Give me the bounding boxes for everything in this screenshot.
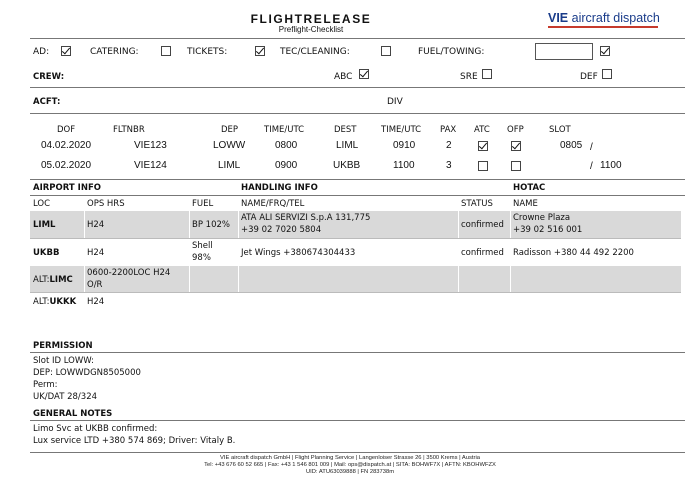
info-row1-ops-hrs: H24 [87,220,105,230]
footer-registration: UID: ATU63039888 | FN 283738m [305,469,395,475]
tec-cleaning-label: TEC/CLEANING: [280,47,350,57]
leg1-flight-number: VIE123 [134,140,167,151]
info-row1-hotel-line1: Crowne Plaza [513,213,571,223]
logo-text: aircraft dispatch [568,11,660,25]
legs-divider [30,179,685,180]
column-handling-name: NAME/FRQ/TEL [241,199,305,209]
leg1-pax: 2 [446,140,452,151]
crew-divider [30,87,685,88]
logo-underline [548,26,658,28]
footer-divider [30,452,685,453]
permission-line-4: UK/DAT 28/324 [33,392,98,402]
leg-header-dof: DOF [57,125,76,135]
notes-line-2: Lux service LTD +380 574 869; Driver: Vitaly B. [33,436,236,446]
leg1-dof: 04.02.2020 [41,140,92,151]
crew-sre-checkbox[interactable] [482,69,492,79]
info-row1-handling-line1: ATA ALI SERVIZI S.p.A 131,775 [241,213,371,223]
info-row2-status: confirmed [461,248,504,258]
leg1-slot-separator: / [590,142,593,153]
leg-header-arr-time: TIME/UTC [381,125,422,135]
info-row2-ops-hrs: H24 [87,248,105,258]
acft-label: ACFT: [33,97,61,107]
company-logo [548,11,660,25]
footer-contact: Tel: +43 676 60 52 665 | Fax: +43 1 546 801 009 | Mail: ops@dispatch.at | SITA: BOHWF7X | AFTN: KBOHWFZX [204,462,496,468]
leg2-slot-separator: / [590,161,593,172]
tickets-label: TICKETS: [187,47,228,57]
permission-line-2: DEP: LOWWDGN8505000 [33,368,141,378]
general-notes-title: GENERAL NOTES [33,409,113,419]
leg-header-fltnbr: FLTNBR [113,125,145,135]
info-row1-hotel-line2: +39 02 516 001 [513,225,583,235]
leg2-dest: UKBB [333,160,361,171]
logo-brand: VIE [548,11,569,25]
info-row2-fuel-line1: Shell [192,241,213,251]
leg-header-atc: ATC [474,125,490,135]
leg2-dep: LIML [218,160,241,171]
permission-line-1: Slot ID LOWW: [33,356,95,366]
col-sep [510,211,511,238]
tickets-checkbox[interactable] [255,46,265,56]
catering-checkbox[interactable] [161,46,171,56]
info-row4-loc [33,297,76,307]
document-subtitle: Preflight-Checklist [278,25,344,34]
ad-label: AD: [33,47,50,57]
col-sep [84,211,85,238]
info-row1-handling-line2: +39 02 7020 5804 [241,225,322,235]
info-row1-status: confirmed [461,220,504,230]
catering-label: CATERING: [90,47,139,57]
crew-def-checkbox[interactable] [602,69,612,79]
leg-header-ofp: OFP [507,125,524,135]
info-row2-hotel: Radisson +380 44 492 2200 [513,248,634,258]
header-divider [30,38,685,39]
col-sep [510,266,511,292]
leg2-atc-checkbox[interactable] [478,161,488,171]
alt-prefix: ALT: [33,297,50,307]
div-label: DIV [387,97,403,107]
fuel-towing-checkbox[interactable] [600,46,610,56]
info-row3-ops-line1: 0600-2200LOC H24 [87,268,171,278]
leg2-dof: 05.02.2020 [41,160,92,171]
leg1-dep: LOWW [213,140,246,151]
leg1-dep-time: 0800 [275,140,298,151]
info-row3-loc [33,275,73,285]
leg2-flight-number: VIE124 [134,160,167,171]
info-row-divider [30,238,681,239]
fuel-towing-input[interactable] [535,43,593,60]
info-row3-ops-line2: O/R [87,280,103,290]
leg1-slot-dep: 0805 [560,140,583,151]
leg-header-dep: DEP [221,125,239,135]
permission-title: PERMISSION [33,341,93,351]
acft-divider [30,113,685,114]
fuel-towing-label: FUEL/TOWING: [418,47,485,57]
column-status: STATUS [461,199,493,209]
leg2-slot-arr: 1100 [600,160,622,171]
leg2-dep-time: 0900 [275,160,298,171]
crew-abc-label: ABC [334,72,353,82]
info-row-divider [30,292,681,293]
crew-label: CREW: [33,72,65,82]
leg1-dest: LIML [336,140,359,151]
alt-prefix: ALT: [33,275,50,285]
leg-header-pax: PAX [440,125,457,135]
alt-loc-code: LIMC [49,275,73,285]
leg2-pax: 3 [446,160,452,171]
leg2-arr-time: 1100 [393,160,415,171]
permission-line-3: Perm: [33,380,58,390]
leg-header-slot: SLOT [549,125,571,135]
tec-cleaning-checkbox[interactable] [381,46,391,56]
info-row2-fuel-line2: 98% [192,253,211,263]
crew-def-label: DEF [580,72,598,82]
info-row1-fuel: BP 102% [192,220,230,230]
leg1-ofp-checkbox[interactable] [511,141,521,151]
leg1-arr-time: 0910 [393,140,416,151]
alt-loc-code: UKKK [49,297,77,307]
info-row2-loc: UKBB [33,248,60,258]
info-row2-handling: Jet Wings +380674304433 [241,248,356,258]
leg-header-dep-time: TIME/UTC [264,125,305,135]
info-row1-loc: LIML [33,220,56,230]
footer-company: VIE aircraft dispatch GmbH | Flight Planning Service | Langenloiser Strasse 26 | 3500 Krems | Austria [220,455,480,461]
leg-header-dest: DEST [334,125,357,135]
column-loc: LOC [33,199,51,209]
ad-checkbox[interactable] [61,46,71,56]
notes-divider [30,420,685,421]
col-sep [458,266,459,292]
airport-info-title: AIRPORT INFO [33,183,101,193]
permission-divider [30,352,685,353]
handling-info-title: HANDLING INFO [241,183,318,193]
col-sep [189,211,190,238]
crew-abc-checkbox[interactable] [359,69,369,79]
col-sep [458,211,459,238]
col-sep [238,211,239,238]
column-hotel-name: NAME [513,199,538,209]
hotac-title: HOTAC [513,183,546,193]
col-sep [84,266,85,292]
crew-sre-label: SRE [460,72,478,82]
col-sep [189,266,190,292]
col-sep [238,266,239,292]
column-ops-hrs: OPS HRS [87,199,125,209]
leg1-atc-checkbox[interactable] [478,141,488,151]
notes-line-1: Limo Svc at UKBB confirmed: [33,424,158,434]
column-fuel: FUEL [192,199,214,209]
document-title: FLIGHTRELEASE [250,12,372,26]
info-header-divider [30,195,685,196]
leg2-ofp-checkbox[interactable] [511,161,521,171]
info-row4-ops-hrs: H24 [87,297,105,307]
